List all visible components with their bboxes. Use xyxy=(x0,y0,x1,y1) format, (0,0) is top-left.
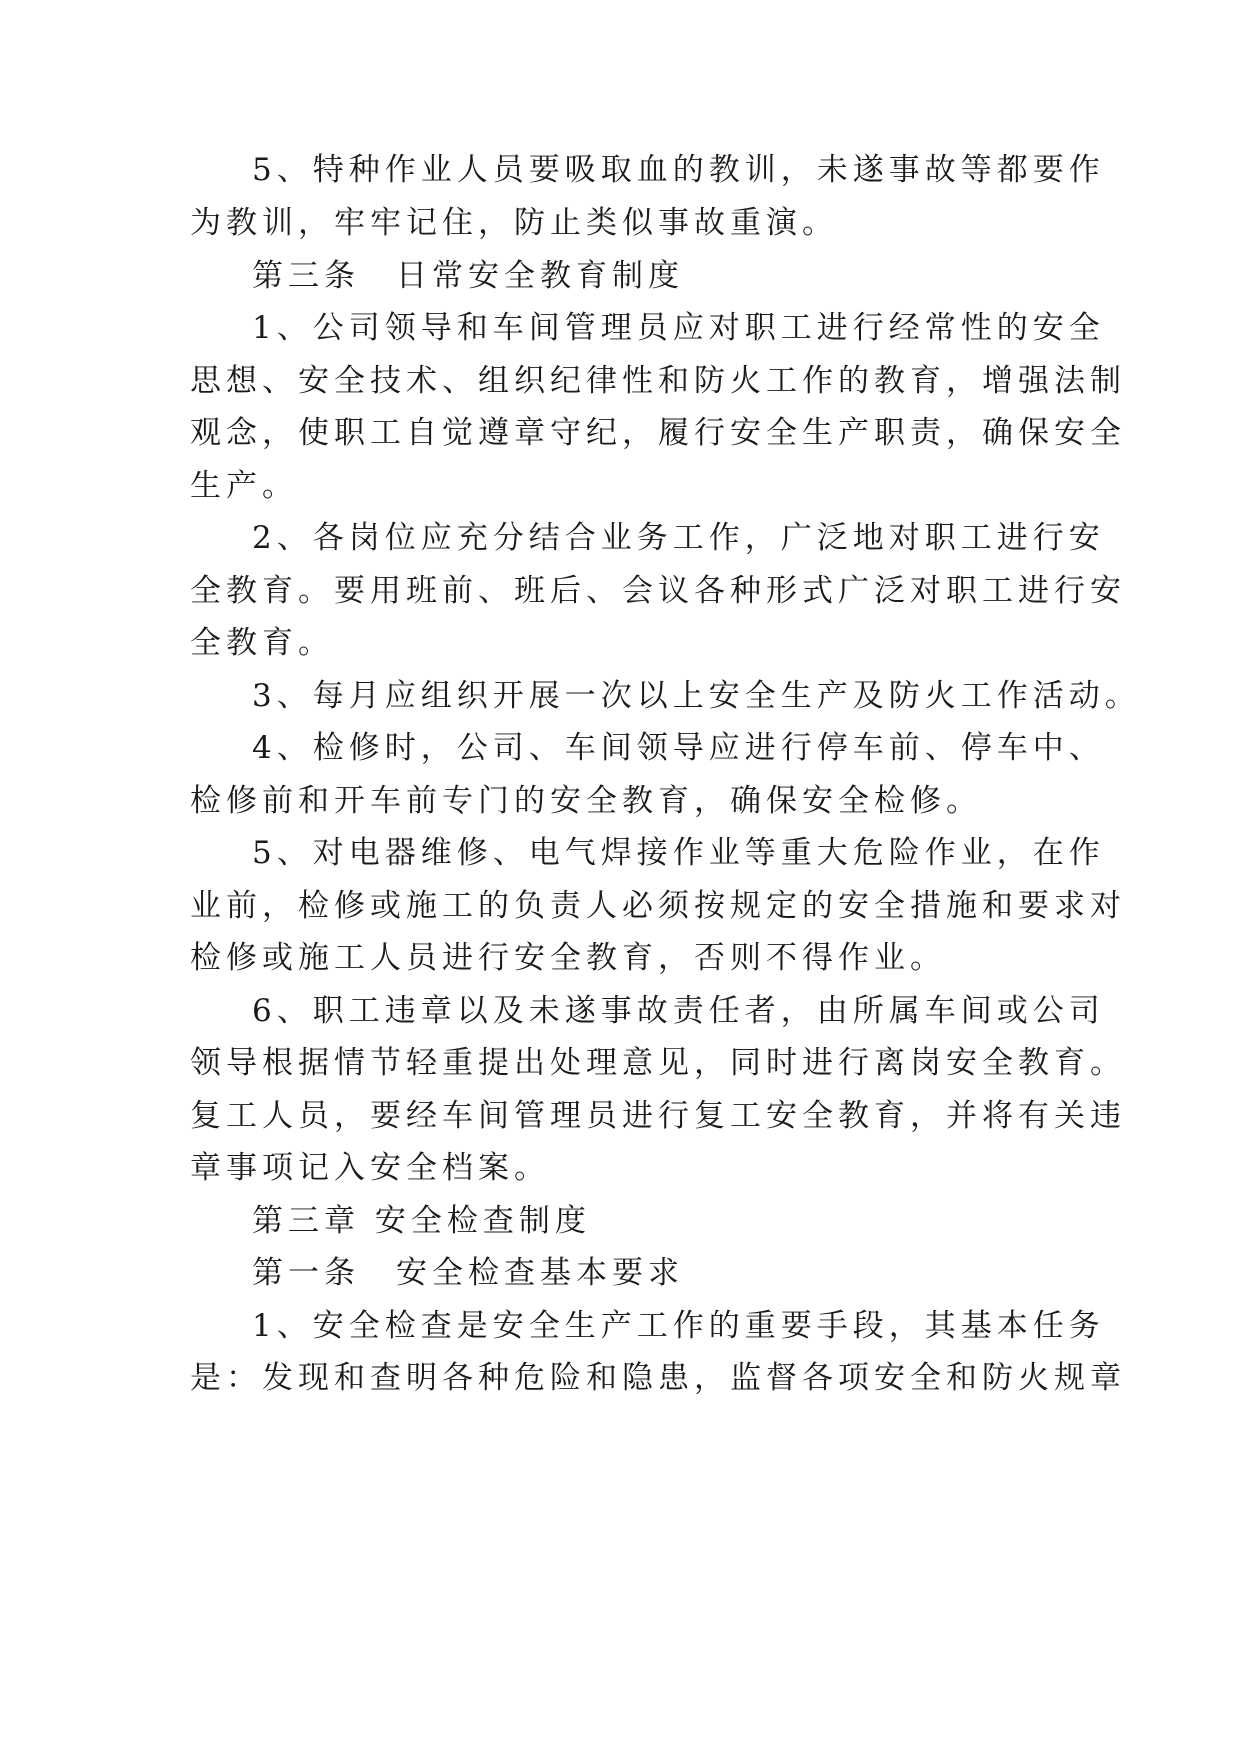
paragraph-line: 章事项记入安全档案。 xyxy=(190,1150,550,1186)
section-heading: 第三条 日常安全教育制度 xyxy=(252,258,684,294)
paragraph-line: 为教训，牢牢记住，防止类似事故重演。 xyxy=(190,205,838,241)
paragraph-line: 1、安全检查是安全生产工作的重要手段，其基本任务 xyxy=(252,1308,1105,1344)
paragraph-line: 6、职工违章以及未遂事故责任者，由所属车间或公司 xyxy=(252,993,1105,1029)
section-heading: 第一条 安全检查基本要求 xyxy=(252,1255,684,1291)
paragraph-line: 5、特种作业人员要吸取血的教训，未遂事故等都要作 xyxy=(252,152,1105,188)
paragraph-line: 领导根据情节轻重提出处理意见，同时进行离岗安全教育。 xyxy=(190,1045,1126,1081)
paragraph-line: 复工人员，要经车间管理员进行复工安全教育，并将有关违 xyxy=(190,1098,1126,1134)
paragraph-line: 生产。 xyxy=(190,468,298,504)
paragraph-line: 2、各岗位应充分结合业务工作，广泛地对职工进行安 xyxy=(252,520,1105,556)
paragraph-line: 3、每月应组织开展一次以上安全生产及防火工作活动。 xyxy=(252,678,1141,714)
chapter-heading: 第三章 安全检查制度 xyxy=(252,1203,591,1239)
paragraph-line: 检修或施工人员进行安全教育，否则不得作业。 xyxy=(190,940,946,976)
paragraph-line: 4、检修时，公司、车间领导应进行停车前、停车中、 xyxy=(252,730,1105,766)
paragraph-line: 思想、安全技术、组织纪律性和防火工作的教育，增强法制 xyxy=(190,363,1126,399)
paragraph-line: 业前，检修或施工的负责人必须按规定的安全措施和要求对 xyxy=(190,888,1126,924)
paragraph-line: 检修前和开车前专门的安全教育，确保安全检修。 xyxy=(190,783,982,819)
paragraph-line: 观念，使职工自觉遵章守纪，履行安全生产职责，确保安全 xyxy=(190,415,1126,451)
paragraph-line: 全教育。要用班前、班后、会议各种形式广泛对职工进行安 xyxy=(190,573,1126,609)
paragraph-line: 是：发现和查明各种危险和隐患，监督各项安全和防火规章 xyxy=(190,1360,1126,1396)
paragraph-line: 1、公司领导和车间管理员应对职工进行经常性的安全 xyxy=(252,310,1105,346)
paragraph-line: 5、对电器维修、电气焊接作业等重大危险作业，在作 xyxy=(252,835,1105,871)
paragraph-line: 全教育。 xyxy=(190,625,334,661)
